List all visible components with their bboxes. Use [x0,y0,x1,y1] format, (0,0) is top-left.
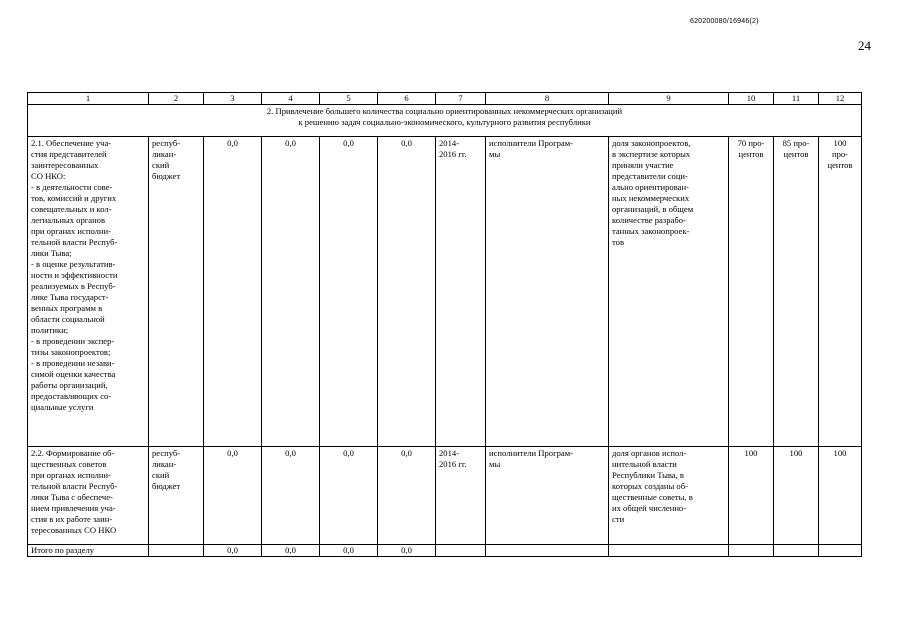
total-amount: 0,0 [262,545,320,557]
funding-source: респуб- ликан- ский бюджет [149,447,204,545]
amount-cell: 0,0 [378,137,436,447]
section-total-row [28,545,862,557]
total-amount: 0,0 [378,545,436,557]
empty-cell [149,545,204,557]
column-header: 3 [204,93,262,105]
column-header: 4 [262,93,320,105]
indicator-cell: доля органов испол- нительной власти Республики Тыва, в которых созданы об- щественные советы, в их общей численно- сти [609,447,729,545]
total-amount: 0,0 [204,545,262,557]
column-header: 12 [819,93,862,105]
column-header: 6 [378,93,436,105]
amount-cell: 0,0 [262,447,320,545]
amount-cell: 0,0 [204,137,262,447]
target-value-cell: 100 про- центов [819,137,862,447]
empty-cell [609,545,729,557]
page-number: 24 [858,38,871,53]
section-title-row [28,105,862,137]
column-header: 2 [149,93,204,105]
column-header: 7 [436,93,486,105]
period-cell: 2014- 2016 гг. [436,137,486,447]
column-header: 9 [609,93,729,105]
empty-cell [486,545,609,557]
executors-cell: исполнители Програм- мы [486,447,609,545]
amount-cell: 0,0 [320,447,378,545]
column-header: 1 [28,93,149,105]
program-table [27,92,862,557]
amount-cell: 0,0 [320,137,378,447]
measure-name: 2.1. Обеспечение уча- стия представителей заинтересованных СО НКО: - в деятельности сове- тов, комиссий и других совещательных и кол- легиальных органов при органах исполни- тельной власти Респуб- лики Тыва; - в оценке результатив- ности и эффективности реализуемых в Респуб- лике Тыва государст- венных программ в области социальной политики; - в проведении экспер- тизы законопроектов; - в проведении незави- симой оценки качества работы организаций, предоставляющих со- циальные услуги [28,137,149,447]
total-label: Итого по разделу [28,545,149,557]
amount-cell: 0,0 [262,137,320,447]
table-row [28,137,862,447]
target-value-cell: 100 [774,447,819,545]
empty-cell [729,545,774,557]
target-value-cell: 100 [819,447,862,545]
column-header: 8 [486,93,609,105]
funding-source: респуб- ликан- ский бюджет [149,137,204,447]
period-cell: 2014- 2016 гг. [436,447,486,545]
indicator-cell: доля законопроектов, в экспертизе которых приняли участие представители соци- ально ориентирован- ных некоммерческих организаций, в общем количестве разрабо- танных законопроек- тов [609,137,729,447]
empty-cell [774,545,819,557]
table-row [28,447,862,545]
measure-name: 2.2. Формирование об- щественных советов при органах исполни- тельной власти Респуб- лики Тыва с обеспече- нием привлечения уча- стия в их работе заин- тересованных СО НКО [28,447,149,545]
target-value-cell: 70 про- центов [729,137,774,447]
column-header: 11 [774,93,819,105]
empty-cell [436,545,486,557]
section-title: 2. Привлечение большего количества социально ориентированных некоммерческих организаций к решению задач социально-экономического, культурного развития республики [28,105,862,137]
column-header: 5 [320,93,378,105]
executors-cell: исполнители Програм- мы [486,137,609,447]
target-value-cell: 100 [729,447,774,545]
target-value-cell: 85 про- центов [774,137,819,447]
column-header: 10 [729,93,774,105]
total-amount: 0,0 [320,545,378,557]
amount-cell: 0,0 [378,447,436,545]
empty-cell [819,545,862,557]
document-id: 620200080/16946(2) [690,18,759,25]
column-number-row [28,93,862,105]
amount-cell: 0,0 [204,447,262,545]
